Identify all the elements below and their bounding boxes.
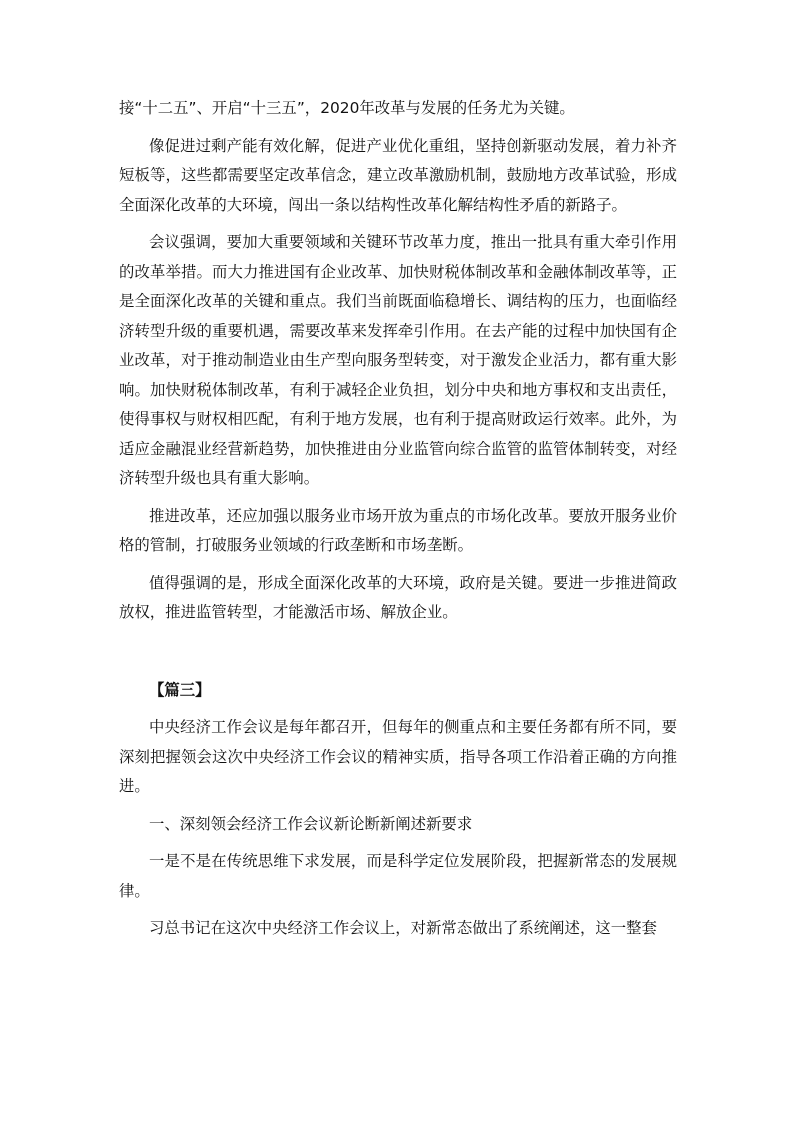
subsection-heading: 一、深刻领会经济工作会议新论断新阐述新要求 [149, 814, 473, 833]
paragraph-conference-intro: 中央经济工作会议是每年都召开，但每年的侧重点和主要任务都有所不同，要深刻把握领会这次中央经济工作会议的精神实质，指导各项工作沿着正确的方向推进。 [119, 718, 677, 795]
section-title: 【篇三】 [149, 680, 211, 699]
section-spacer [119, 636, 677, 676]
paragraph-reform-environment: 像促进过剩产能有效化解，促进产业优化重组，坚持创新驱动发展，着力补齐短板等，这些都需要坚定改革信念，建立改革激励机制，鼓励地方改革试验，形成全面深化改革的大环境，闯出一条以结构性改革化解结构性矛盾的新路子。 [119, 136, 677, 214]
paragraph-key-reforms: 会议强调，要加大重要领域和关键环节改革力度，推出一批具有重大牵引作用的改革举措。而大力推进国有企业改革、加快财税体制改革和金融体制改革等，正是全面深化改革的关键和重点。我们当前既面临稳增长、调结构的压力，也面临经济转型升级的重要机遇，需要改革来发挥牵引作用。在去产能的过程中加快国有企业改革，对于推动制造业由生产型向服务型转变，对于激发企业活力，都有重大影响。加快财税体制改革，有利于减轻企业负担，划分中央和地方事权和支出责任，使得事权与财权相匹配，有利于地方发展，也有利于提高财政运行效率。此外，为适应金融混业经营新趋势，加快推进由分业监管向综合监管的监管体制转变，对经济转型升级也具有重大影响。 [119, 233, 677, 487]
paragraph-continuation: 接“十二五”、开启“十三五”，2020年改革与发展的任务尤为关键。 [119, 99, 575, 117]
document-body [119, 94, 677, 952]
paragraph-government-role: 值得强调的是，形成全面深化改革的大环境，政府是关键。要进一步推进简政放权，推进监管转型，才能激活市场、解放企业。 [119, 573, 677, 621]
paragraph-xi-remarks: 习总书记在这次中央经济工作会议上，对新常态做出了系统阐述，这一整套 [149, 919, 657, 937]
paragraph-market-reform: 推进改革，还应加强以服务业市场开放为重点的市场化改革。要放开服务业价格的管制，打破服务业领域的行政垄断和市场垄断。 [119, 506, 677, 554]
paragraph-new-normal-point: 一是不是在传统思维下求发展，而是科学定位发展阶段，把握新常态的发展规律。 [119, 852, 677, 900]
